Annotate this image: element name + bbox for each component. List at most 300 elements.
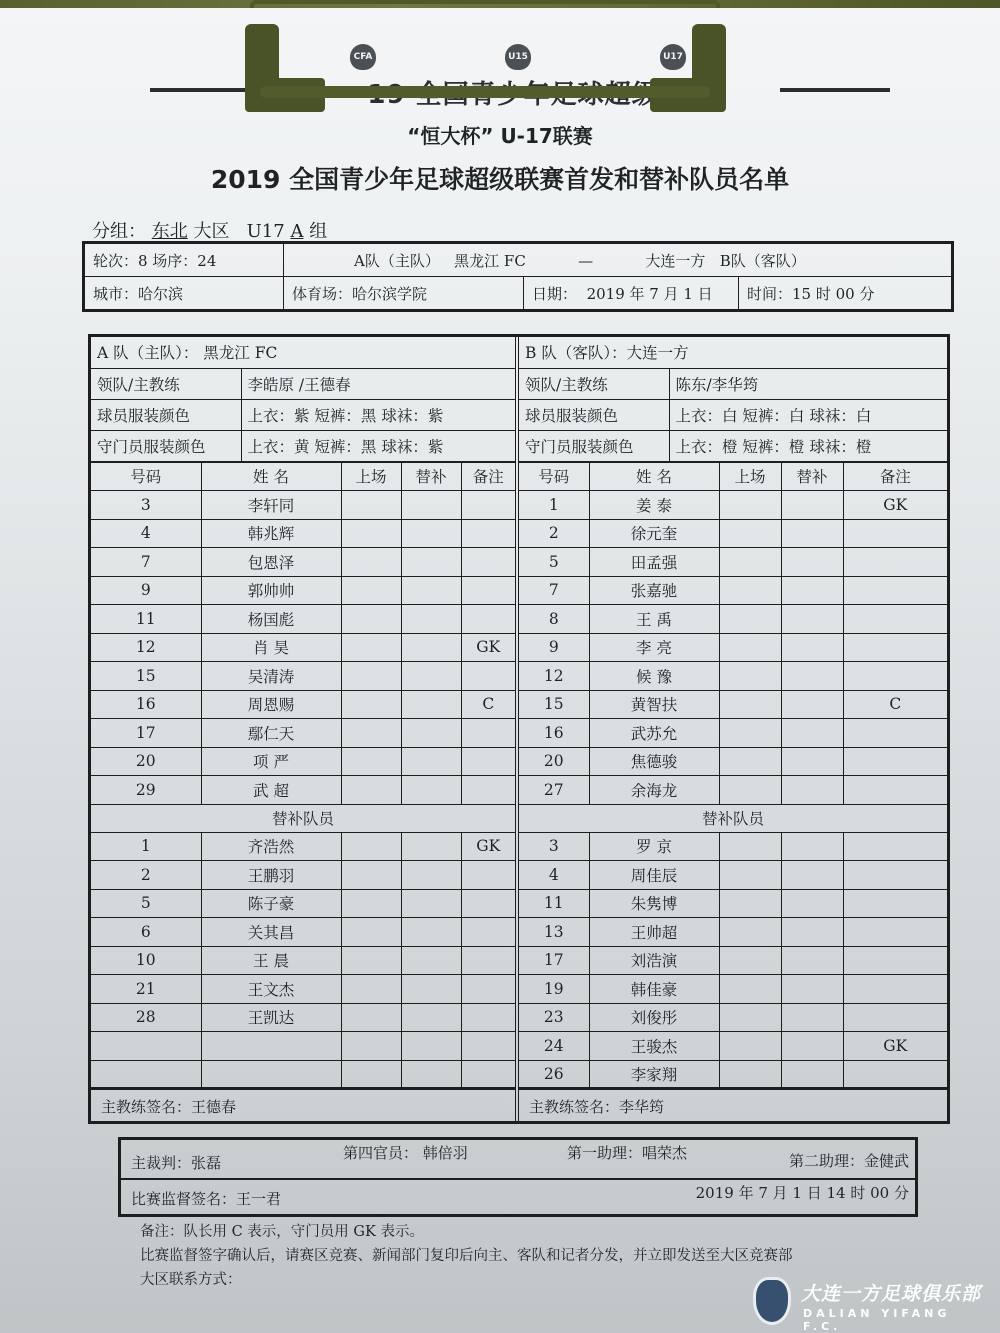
player-row [519,776,947,805]
started-checkbox-cell [719,918,781,947]
player-number: 16 [519,719,589,748]
commissioner-row [121,1180,915,1216]
sub-checkbox-cell [781,719,843,748]
player-row [519,633,947,662]
player-note [843,719,947,748]
sub-checkbox-cell [781,1032,843,1061]
player-number: 26 [519,1060,589,1089]
sub-checkbox-cell [781,918,843,947]
started-checkbox-cell [341,1060,401,1089]
started-checkbox-cell [341,776,401,805]
sub-checkbox-cell [401,861,461,890]
player-number: 29 [91,776,201,805]
date-cell [524,277,739,311]
vs-dash: — [578,251,594,270]
sub-checkbox-cell [401,605,461,634]
clipboard-clip-wire [250,0,720,8]
started-checkbox-cell [341,548,401,577]
column-header-note: 备注 [461,462,515,491]
player-note [843,747,947,776]
player-number: 15 [91,662,201,691]
club-name-cn: 大连一方足球俱乐部 [801,1283,982,1305]
player-name: 王文杰 [201,975,341,1004]
column-header-sub: 替补 [781,462,843,491]
sub-checkbox-cell [401,633,461,662]
player-number: 12 [519,662,589,691]
player-number: 27 [519,776,589,805]
sub-checkbox-cell [401,491,461,520]
player-row [91,832,515,861]
signed-time: 2019 年 7 月 1 日 14 时 00 分 [695,1184,909,1202]
player-number [91,1060,201,1089]
team-b-header [519,337,947,462]
fourth-official: 第四官员： 韩倍羽 [343,1144,468,1162]
player-name: 吴清涛 [201,662,341,691]
started-checkbox-cell [341,690,401,719]
player-row [91,662,515,691]
note-contact: 大区联系方式： [140,1272,242,1288]
player-note [843,605,947,634]
player-name: 张嘉驰 [589,576,719,605]
player-note: GK [843,1032,947,1061]
player-name: 姜 泰 [589,491,719,520]
team-b-coach: 陈东/李华筠 [669,368,947,399]
player-name: 朱隽博 [589,889,719,918]
started-checkbox-cell [719,946,781,975]
cup-subtitle: “恒大杯” U-17联赛 [407,124,593,148]
player-number: 3 [91,491,201,520]
player-number [91,1032,201,1061]
group-suffix: 组 [309,221,328,242]
header-rule-left [150,88,245,92]
team-a-coach-label: 领队/主教练 [91,368,241,399]
player-row [91,719,515,748]
player-name: 焦德骏 [589,747,719,776]
sub-checkbox-cell [401,719,461,748]
player-note: GK [461,832,515,861]
player-number: 4 [91,519,201,548]
player-note [843,576,947,605]
started-checkbox-cell [719,1032,781,1061]
team-a-subs-label: 替补队员 [91,804,515,832]
group-letter: A [290,221,304,242]
sub-checkbox-cell [401,747,461,776]
team-a-title: A 队（主队）： 黑龙江 FC [91,337,515,368]
column-header-number: 号码 [91,462,201,491]
player-name: 韩兆辉 [201,519,341,548]
column-header-number: 号码 [519,462,589,491]
player-note [461,861,515,890]
player-name: 刘俊彤 [589,1003,719,1032]
home-team: 黑龙江 FC [454,251,526,270]
player-row [519,605,947,634]
team-a-kit-label: 球员服装颜色 [91,399,241,430]
player-row [519,548,947,577]
player-row [91,633,515,662]
club-name-en: DALIAN YIFANG F.C. [803,1307,951,1333]
started-checkbox-cell [719,548,781,577]
player-row [519,832,947,861]
player-note [461,918,515,947]
column-header-started: 上场 [341,462,401,491]
column-header-note: 备注 [843,462,947,491]
player-name: 王凯达 [201,1003,341,1032]
group-label: 分组： [92,221,146,242]
document-title: 2019 全国青少年足球超级联赛首发和替补队员名单 [210,165,790,194]
player-number: 21 [91,975,201,1004]
started-checkbox-cell [719,861,781,890]
player-note [461,1032,515,1061]
player-row [519,519,947,548]
team-b-gk-kit-label: 守门员服装颜色 [519,430,669,461]
player-note [461,519,515,548]
player-name: 李轩同 [201,491,341,520]
sub-checkbox-cell [401,918,461,947]
player-note [461,605,515,634]
player-note [461,889,515,918]
sub-checkbox-cell [401,662,461,691]
player-note [461,946,515,975]
player-number: 1 [91,832,201,861]
player-number: 17 [519,946,589,975]
started-checkbox-cell [341,975,401,1004]
player-row [91,1032,515,1061]
player-name: 王鹏羽 [201,861,341,890]
started-checkbox-cell [341,719,401,748]
started-checkbox-cell [719,576,781,605]
started-checkbox-cell [719,491,781,520]
player-name: 余海龙 [589,776,719,805]
column-header-started: 上场 [719,462,781,491]
started-checkbox-cell [719,719,781,748]
sub-checkbox-cell [401,548,461,577]
player-row [91,1003,515,1032]
player-number: 9 [519,633,589,662]
player-note [843,776,947,805]
teams-container [88,334,950,1124]
matchup-cell [284,243,953,277]
player-name: 李家翔 [589,1060,719,1089]
player-note: C [843,690,947,719]
player-row [91,519,515,548]
started-checkbox-cell [719,605,781,634]
sub-checkbox-cell [401,889,461,918]
player-name: 武苏允 [589,719,719,748]
player-row [519,491,947,520]
away-label: B队（客队） [719,251,806,270]
player-name: 齐浩然 [201,832,341,861]
player-name: 黄智扶 [589,690,719,719]
player-number: 1 [519,491,589,520]
officials-row [121,1140,915,1180]
cfa-logo-icon: CFA [350,44,376,70]
commissioner-signature: 比赛监督签名：王一君 [131,1190,282,1208]
sub-checkbox-cell [781,776,843,805]
team-b-panel [519,337,947,1121]
player-note [843,861,947,890]
player-row [91,548,515,577]
player-note: GK [461,633,515,662]
player-number: 4 [519,861,589,890]
sub-checkbox-cell [401,776,461,805]
assistant-referee-1: 第一助理：唱荣杰 [567,1144,688,1162]
sub-checkbox-cell [781,861,843,890]
sub-checkbox-cell [781,548,843,577]
sub-checkbox-cell [401,690,461,719]
player-note: C [461,690,515,719]
player-row [91,776,515,805]
assistant-referee-2: 第二助理：金健武 [788,1152,909,1170]
team-b-gk-kit: 上衣：橙 短裤：橙 球袜：橙 [669,430,947,461]
player-number: 12 [91,633,201,662]
sub-checkbox-cell [781,832,843,861]
group-region-suffix: 大区 [193,221,230,242]
column-header-sub: 替补 [401,462,461,491]
player-number: 8 [519,605,589,634]
player-row [519,690,947,719]
player-name: 王骏杰 [589,1032,719,1061]
sub-checkbox-cell [401,1060,461,1089]
away-team: 大连一方 [645,251,706,270]
sub-checkbox-cell [781,605,843,634]
player-name: 鄢仁天 [201,719,341,748]
player-note [843,519,947,548]
player-note [461,776,515,805]
sub-checkbox-cell [781,662,843,691]
player-name: 杨国彪 [201,605,341,634]
sub-checkbox-cell [781,1060,843,1089]
match-info-table [82,241,954,312]
team-b-coach-label: 领队/主教练 [519,368,669,399]
player-name: 刘浩演 [589,946,719,975]
started-checkbox-cell [341,491,401,520]
player-name: 项 严 [201,747,341,776]
player-note [461,576,515,605]
team-b-title: B 队（客队）：大连一方 [519,337,947,368]
sub-checkbox-cell [401,519,461,548]
player-row [519,1060,947,1089]
player-name: 周恩赐 [201,690,341,719]
player-row [519,747,947,776]
player-note [461,548,515,577]
player-note [461,747,515,776]
player-number: 19 [519,975,589,1004]
group-line [92,217,327,243]
started-checkbox-cell [341,662,401,691]
player-number: 28 [91,1003,201,1032]
player-number: 7 [519,576,589,605]
started-checkbox-cell [341,519,401,548]
player-row [519,1003,947,1032]
note-legend: 备注：队长用 C 表示，守门员用 GK 表示。 [140,1224,424,1240]
group-region: 东北 [151,221,188,242]
sub-checkbox-cell [781,889,843,918]
player-number: 11 [91,605,201,634]
player-note [843,918,947,947]
city-cell: 城市：哈尔滨 [84,277,284,311]
player-number: 3 [519,832,589,861]
team-a-gk-kit-label: 守门员服装颜色 [91,430,241,461]
player-number: 17 [91,719,201,748]
group-age: U17 [246,221,285,242]
round-cell: 轮次：8 场序：24 [84,243,284,277]
column-header-name: 姓 名 [201,462,341,491]
team-a-header [91,337,515,462]
player-name: 包恩泽 [201,548,341,577]
sub-checkbox-cell [401,576,461,605]
player-number: 13 [519,918,589,947]
player-row [519,889,947,918]
team-a-player-table [91,462,515,1090]
player-note [461,1060,515,1089]
started-checkbox-cell [341,918,401,947]
player-name: 徐元奎 [589,519,719,548]
player-note [843,1060,947,1089]
started-checkbox-cell [719,1060,781,1089]
player-number: 24 [519,1032,589,1061]
u15-logo-icon: U15 [505,44,531,70]
sub-checkbox-cell [781,491,843,520]
player-row [519,1032,947,1061]
player-name: 周佳辰 [589,861,719,890]
team-b-kit-label: 球员服装颜色 [519,399,669,430]
player-row [91,889,515,918]
team-a-coach: 李皓原 /王德春 [241,368,515,399]
team-a-coach-signature: 主教练签名：王德春 [91,1087,515,1121]
player-note [843,832,947,861]
started-checkbox-cell [719,690,781,719]
player-name: 候 豫 [589,662,719,691]
started-checkbox-cell [341,605,401,634]
player-row [91,975,515,1004]
started-checkbox-cell [341,889,401,918]
player-row [91,491,515,520]
started-checkbox-cell [341,633,401,662]
player-note [461,662,515,691]
sub-checkbox-cell [781,519,843,548]
started-checkbox-cell [341,861,401,890]
player-row [91,576,515,605]
referee: 主裁判：张磊 [131,1154,222,1172]
sub-checkbox-cell [781,1003,843,1032]
player-name: 关其昌 [201,918,341,947]
started-checkbox-cell [719,633,781,662]
started-checkbox-cell [719,889,781,918]
player-number: 20 [91,747,201,776]
sub-checkbox-cell [401,946,461,975]
player-row [519,861,947,890]
player-row [91,918,515,947]
player-note [843,633,947,662]
sub-checkbox-cell [781,690,843,719]
started-checkbox-cell [341,946,401,975]
player-name: 陈子豪 [201,889,341,918]
home-label: A队（主队） [354,251,440,270]
sub-checkbox-cell [401,832,461,861]
club-crest-icon [753,1277,791,1325]
sub-checkbox-cell [781,633,843,662]
player-number: 9 [91,576,201,605]
started-checkbox-cell [719,519,781,548]
player-number: 2 [91,861,201,890]
player-name: 王帅超 [589,918,719,947]
team-b-player-table [519,462,947,1090]
team-a-kit: 上衣：紫 短裤：黑 球袜：紫 [241,399,515,430]
player-note: GK [843,491,947,520]
player-row [519,576,947,605]
team-a-gk-kit: 上衣：黄 短裤：黑 球袜：紫 [241,430,515,461]
started-checkbox-cell [341,1032,401,1061]
column-header-name: 姓 名 [589,462,719,491]
player-note [461,719,515,748]
player-row [91,747,515,776]
player-note [843,889,947,918]
player-number: 15 [519,690,589,719]
player-row [91,1060,515,1089]
player-name: 韩佳豪 [589,975,719,1004]
player-name: 王 晨 [201,946,341,975]
u17-logo-icon: U17 [660,44,686,70]
team-b-subs-label: 替补队员 [519,804,947,832]
team-b-kit: 上衣：白 短裤：白 球袜：白 [669,399,947,430]
notes-block [140,1220,793,1292]
team-b-coach-signature: 主教练签名：李华筠 [519,1087,947,1121]
clipboard-clip-bar [260,86,710,98]
player-name: 王 禹 [589,605,719,634]
player-number: 10 [91,946,201,975]
started-checkbox-cell [341,747,401,776]
sub-checkbox-cell [401,975,461,1004]
player-note [843,946,947,975]
player-name: 郭帅帅 [201,576,341,605]
sub-checkbox-cell [401,1032,461,1061]
player-name: 李 亮 [589,633,719,662]
sub-checkbox-cell [781,946,843,975]
player-number: 7 [91,548,201,577]
club-watermark [745,1275,995,1333]
player-row [91,605,515,634]
started-checkbox-cell [719,832,781,861]
header-rule-right [780,88,890,92]
player-number: 11 [519,889,589,918]
stadium-cell: 体育场：哈尔滨学院 [284,277,524,311]
player-note [843,662,947,691]
player-name: 肖 昊 [201,633,341,662]
player-row [519,946,947,975]
player-row [91,946,515,975]
player-note [843,975,947,1004]
player-number: 23 [519,1003,589,1032]
started-checkbox-cell [341,1003,401,1032]
player-number: 5 [91,889,201,918]
player-number: 20 [519,747,589,776]
time-cell: 时间：15 时 00 分 [739,277,953,311]
match-date: 2019 年 7 月 1 日 [586,284,713,303]
player-note [843,1003,947,1032]
started-checkbox-cell [719,975,781,1004]
player-number: 16 [91,690,201,719]
player-note [461,491,515,520]
sub-checkbox-cell [781,576,843,605]
player-note [843,548,947,577]
player-name [201,1060,341,1089]
player-row [519,719,947,748]
player-name: 武 超 [201,776,341,805]
player-number: 6 [91,918,201,947]
sub-checkbox-cell [781,747,843,776]
player-number: 2 [519,519,589,548]
player-row [519,918,947,947]
